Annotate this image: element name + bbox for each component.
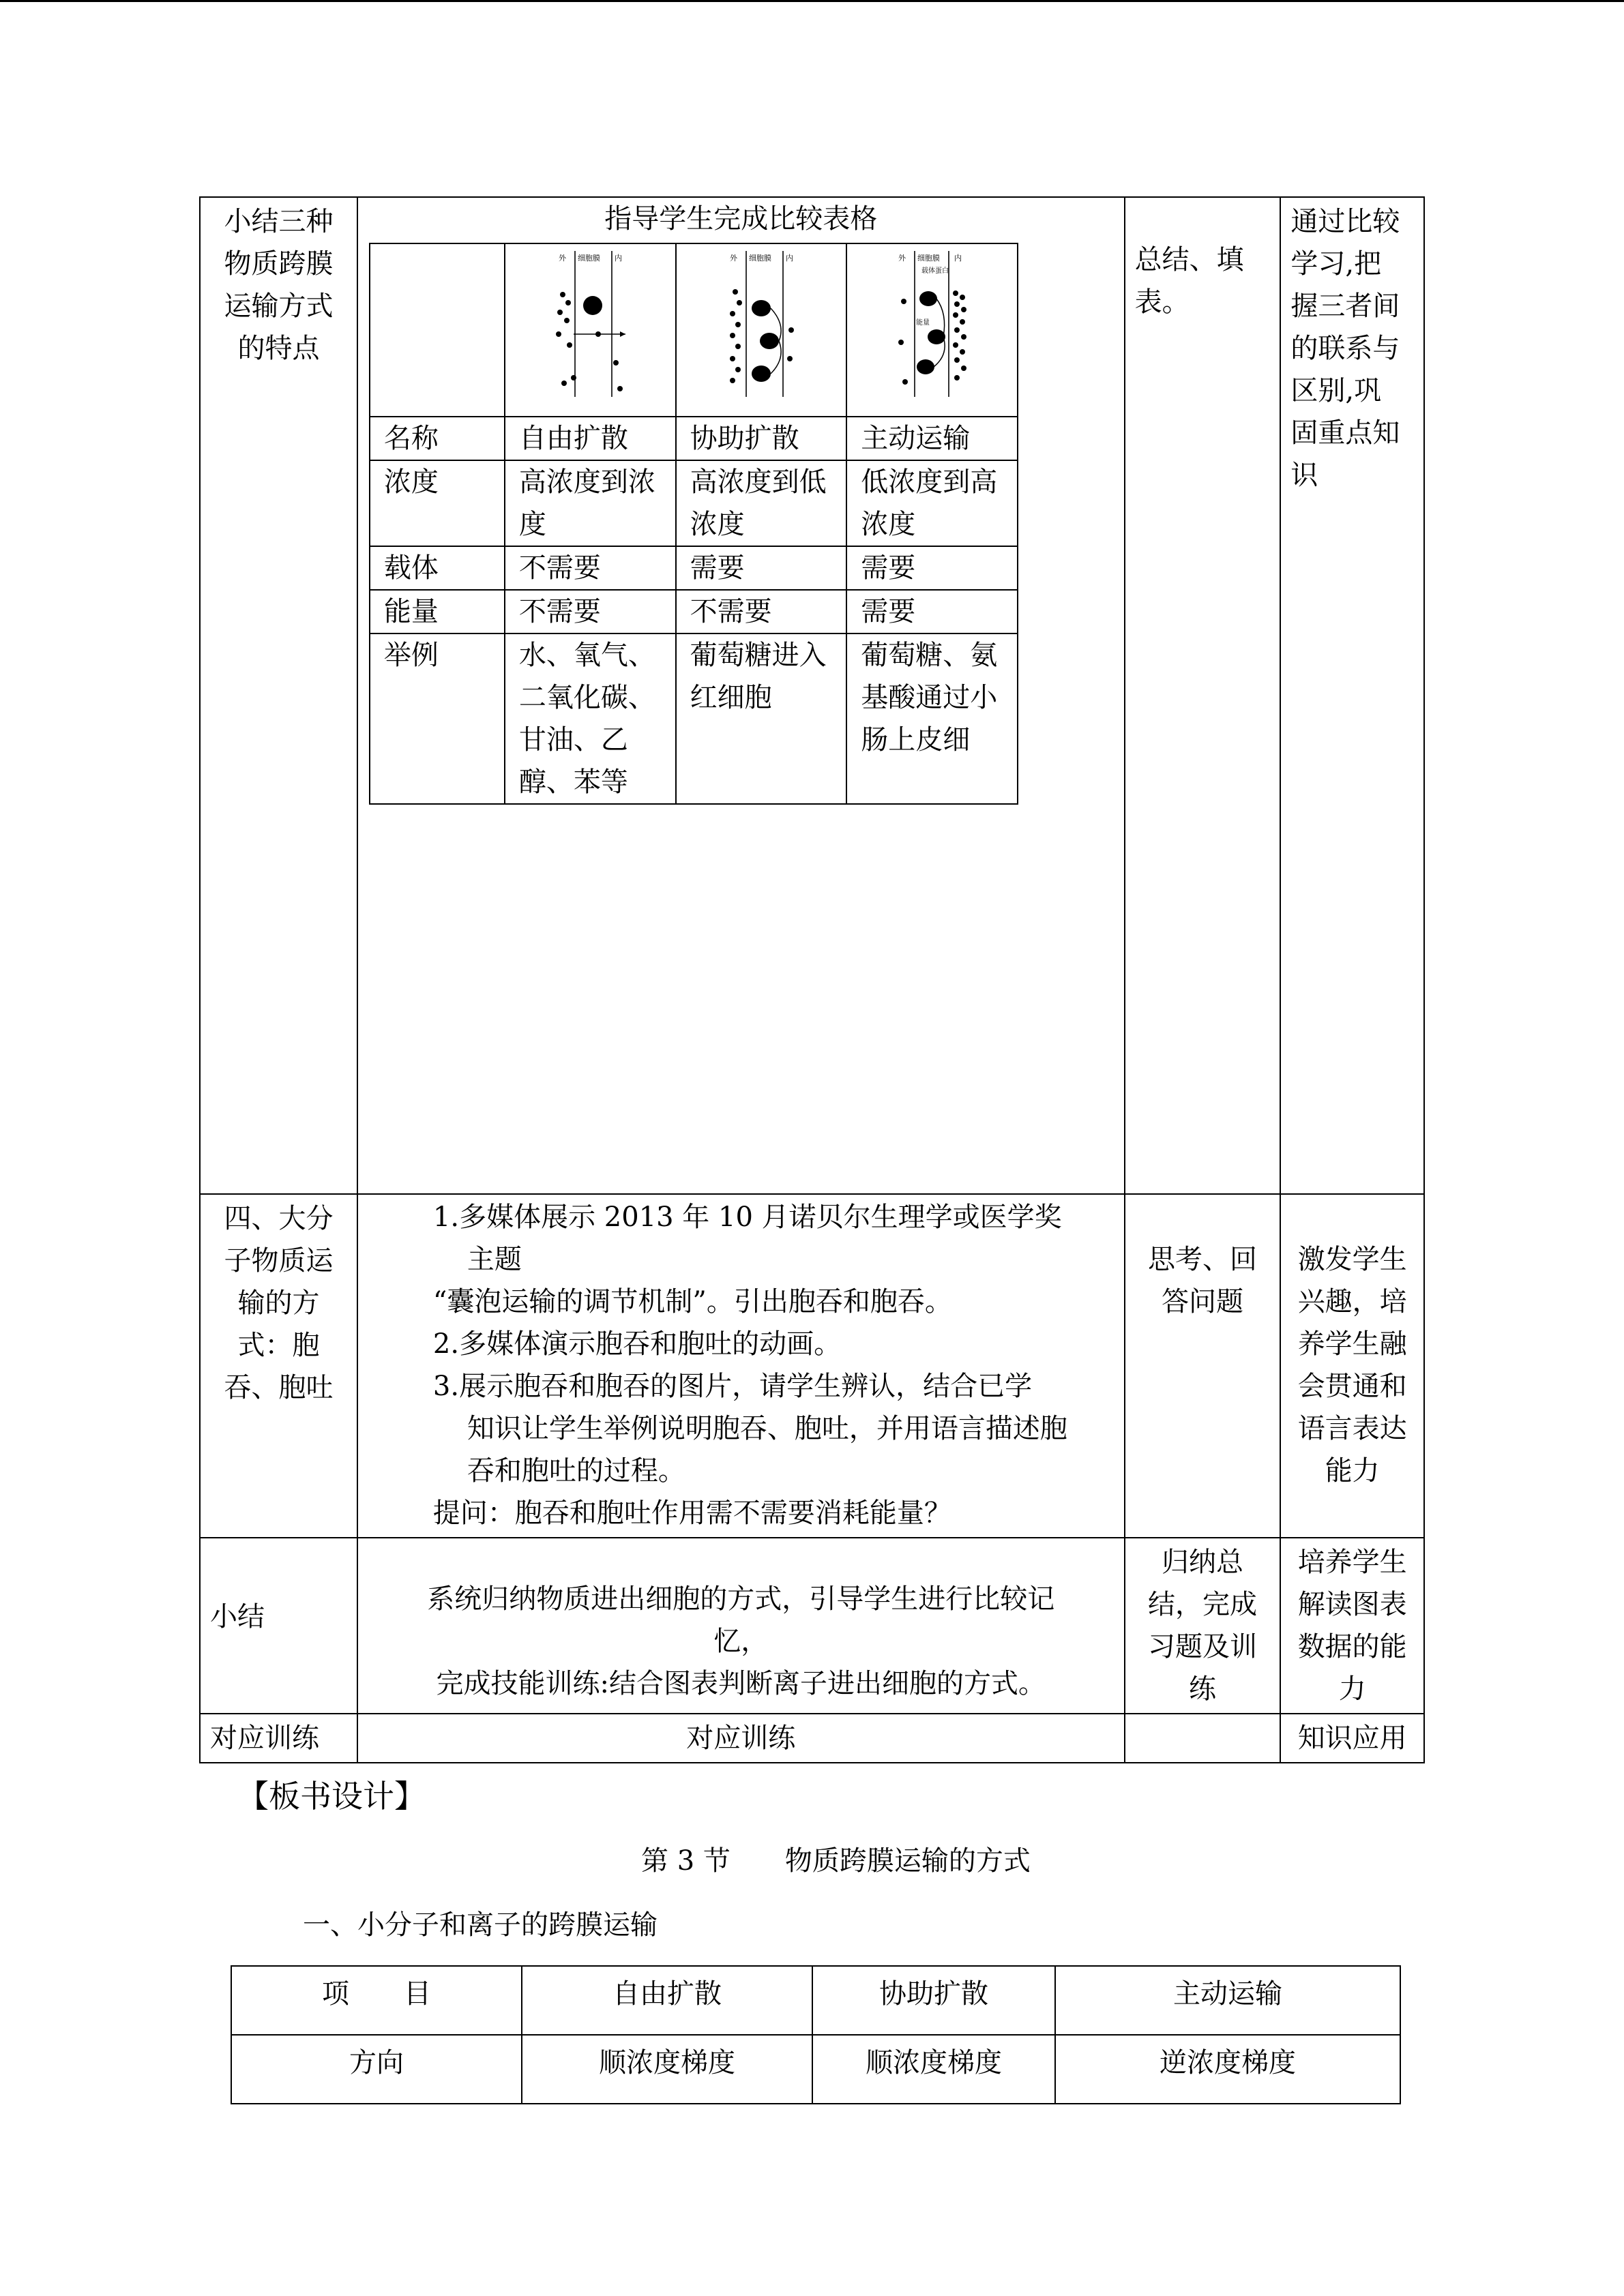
row-summary-three (200, 197, 1424, 1194)
label-membrane: 细胞膜 (578, 254, 601, 263)
active-transport-diagram (891, 245, 973, 402)
topic-cell: 小结 (200, 1538, 357, 1714)
comparison-row-examples: 举例 水、氧气、 二氧化碳、 甘油、乙醇、苯等 葡萄糖进入红细胞 葡萄糖、氨基酸通过小肠上皮细 (370, 633, 1018, 804)
activity-cell: 系统归纳物质进出细胞的方式，引导学生进行比较记 忆， 完成技能训练:结合图表判断离子进出细胞的方式。 (357, 1538, 1125, 1714)
diagram-free-diffusion (505, 243, 676, 417)
free-diffusion-diagram (549, 245, 631, 402)
comparison-row-carrier: 载体 不需要 需要 需要 (370, 546, 1018, 590)
student-cell (1125, 1714, 1281, 1763)
label-outside: 外 (729, 254, 737, 263)
row-training (200, 1714, 1424, 1763)
page-top-border (0, 0, 1624, 2)
board-header-row: 项 目 自由扩散 协助扩散 主动运输 (231, 1966, 1400, 2035)
row-macromolecule (200, 1194, 1424, 1538)
topic-cell: 四、大分 子物质运 输的方 式：胞 吞、胞吐 (200, 1194, 357, 1538)
subsection-heading: 一、小分子和离子的跨膜运输 (303, 1909, 658, 1941)
label-membrane: 细胞膜 (748, 254, 771, 263)
lesson-table (199, 196, 1425, 1763)
section-title: 第 3 节 物质跨膜运输的方式 (641, 1845, 1031, 1877)
student-cell: 归纳总 结，完成 习题及训 练 (1125, 1538, 1281, 1714)
label-outside: 外 (898, 254, 906, 263)
comparison-header-row: 名称 自由扩散 协助扩散 主动运输 (370, 417, 1018, 460)
board-table (231, 1965, 1401, 2104)
topic-cell: 对应训练 (200, 1714, 357, 1763)
label-inside: 内 (615, 254, 623, 263)
activity-cell: 1.多媒体展示 2013 年 10 月诺贝尔生理学或医学奖 主题 “囊泡运输的调节机制”。引出胞吞和胞吞。 2.多媒体演示胞吞和胞吐的动画。 3.展示胞吞和胞吞的图片，请学生辨认，结合已学 知识让学生举例说明胞吞、胞吐，并用语言描述胞 吞和胞吐的过程。 提问：胞吞和胞吐作用需不需要消耗能量？ (357, 1194, 1125, 1538)
activity-cell: 对应训练 (357, 1714, 1125, 1763)
facilitated-diffusion-diagram (720, 245, 802, 402)
label-membrane: 细胞膜 (917, 254, 940, 263)
diagram-row (370, 243, 1018, 417)
intent-cell: 激发学生 兴趣，培 养学生融 会贯通和 语言表达 能力 (1280, 1194, 1424, 1538)
diagram-facilitated-diffusion (676, 243, 847, 417)
label-carrier-protein: 载体蛋白 (921, 267, 949, 275)
comparison-row-energy: 能量 不需要 不需要 需要 (370, 590, 1018, 633)
activity-cell (357, 197, 1125, 1194)
student-cell: 思考、回 答问题 (1125, 1194, 1281, 1538)
board-design-heading: 【板书设计】 (237, 1778, 426, 1815)
comparison-row-concentration: 浓度 高浓度到浓度 高浓度到低浓度 低浓度到高浓度 (370, 460, 1018, 546)
comparison-table (369, 243, 1018, 805)
row-summary (200, 1538, 1424, 1714)
student-cell: 总结、填表。 (1125, 197, 1281, 1194)
intent-cell: 培养学生 解读图表 数据的能 力 (1280, 1538, 1424, 1714)
topic-cell: 小结三种 物质跨膜 运输方式 的特点 (200, 197, 357, 1194)
label-inside: 内 (785, 254, 793, 263)
diagram-blank (370, 243, 505, 417)
intent-cell: 通过比较 学习,把 握三者间 的联系与 区别,巩 固重点知 识 (1280, 197, 1424, 1194)
board-row-direction: 方向 顺浓度梯度 顺浓度梯度 逆浓度梯度 (231, 2035, 1400, 2104)
diagram-active-transport (846, 243, 1018, 417)
activity-title: 指导学生完成比较表格 (604, 203, 878, 235)
intent-cell: 知识应用 (1280, 1714, 1424, 1763)
label-inside: 内 (954, 254, 962, 263)
label-energy: 能量 (915, 319, 930, 327)
label-outside: 外 (559, 254, 567, 263)
